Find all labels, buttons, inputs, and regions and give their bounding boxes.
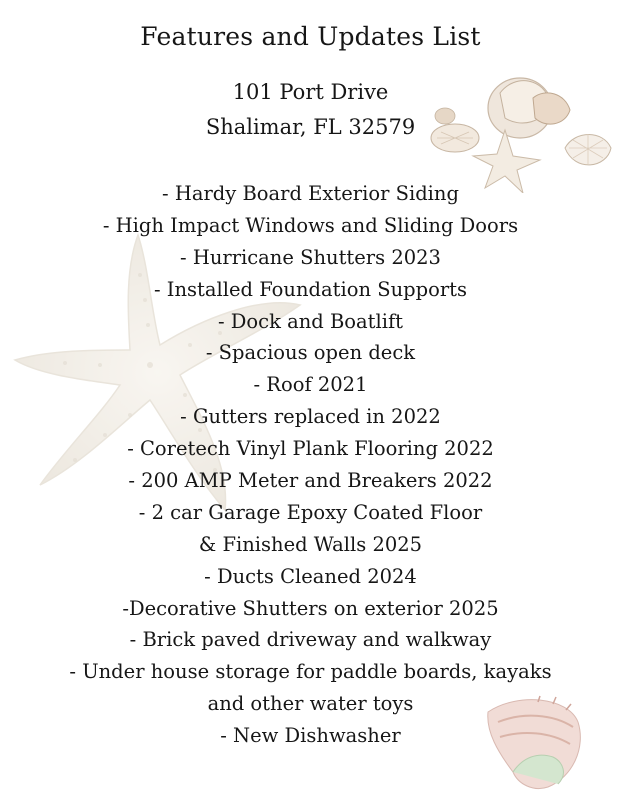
feature-list <box>0 178 621 752</box>
feature-item: & Finished Walls 2025 <box>198 532 423 556</box>
feature-item: - Brick paved driveway and walkway <box>129 628 492 652</box>
address-city-state-zip: Shalimar, FL 32579 <box>205 115 416 139</box>
feature-item: and other water toys <box>207 692 414 716</box>
feature-item: - Under house storage for paddle boards, kayaks <box>69 660 552 684</box>
feature-item: - Ducts Cleaned 2024 <box>204 564 417 588</box>
feature-item: - 200 AMP Meter and Breakers 2022 <box>128 469 493 493</box>
feature-item: - Hurricane Shutters 2023 <box>180 245 441 269</box>
feature-item: - 2 car Garage Epoxy Coated Floor <box>138 500 483 524</box>
feature-item: - High Impact Windows and Sliding Doors <box>102 213 519 237</box>
feature-item: - Coretech Vinyl Plank Flooring 2022 <box>127 437 494 461</box>
page-title: Features and Updates List <box>140 22 481 51</box>
address-street: 101 Port Drive <box>232 80 389 104</box>
feature-item: - Installed Foundation Supports <box>154 277 467 301</box>
feature-item: - Roof 2021 <box>253 373 368 397</box>
feature-item: - Spacious open deck <box>205 341 416 365</box>
feature-item: -Decorative Shutters on exterior 2025 <box>122 596 499 620</box>
feature-item: - Dock and Boatlift <box>217 309 404 333</box>
feature-item: - Hardy Board Exterior Siding <box>162 182 459 205</box>
feature-item: - Gutters replaced in 2022 <box>180 405 441 429</box>
feature-item: - New Dishwasher <box>220 724 401 748</box>
